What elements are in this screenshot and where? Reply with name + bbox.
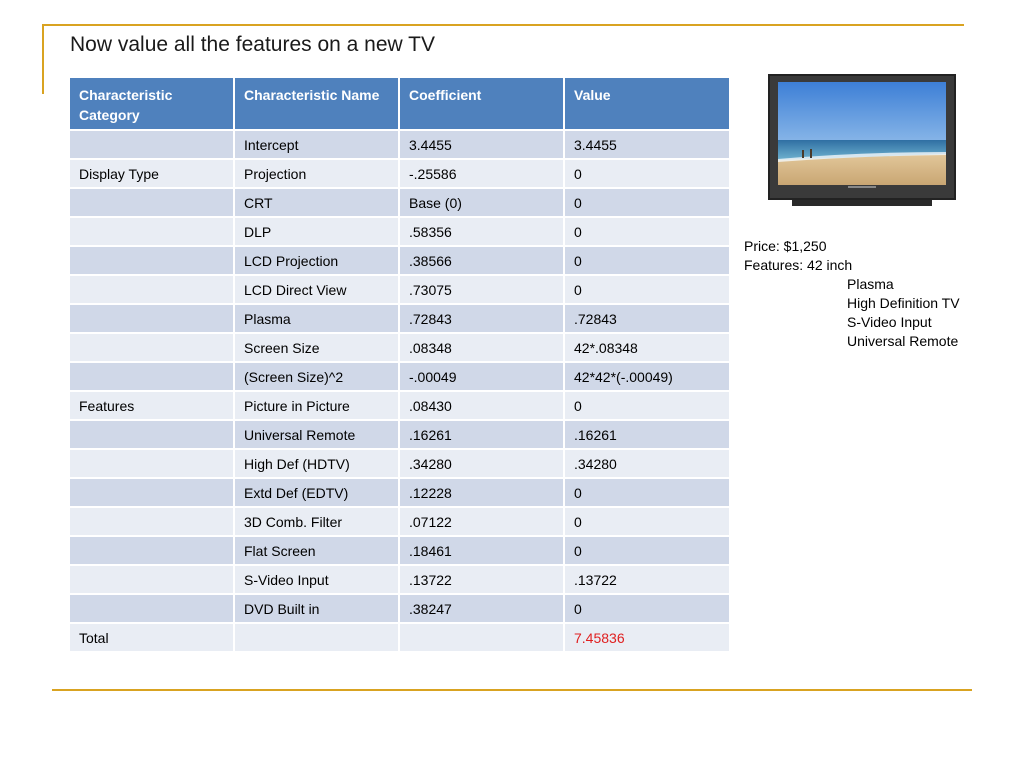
table-row [69, 594, 730, 623]
table-row [69, 536, 730, 565]
cell-name [234, 623, 399, 652]
cell-category [69, 449, 234, 478]
cell-category: Display Type [69, 159, 234, 188]
cell-value: .16261 [564, 420, 730, 449]
cell-value: 7.45836 [564, 623, 730, 652]
cell-category [69, 536, 234, 565]
cell-coefficient: .18461 [399, 536, 564, 565]
cell-name: Extd Def (EDTV) [234, 478, 399, 507]
cell-value: 42*42*(-.00049) [564, 362, 730, 391]
feature-item: High Definition TV [847, 295, 960, 311]
cell-coefficient: .07122 [399, 507, 564, 536]
cell-value: 0 [564, 159, 730, 188]
table-row [69, 159, 730, 188]
cell-value: 0 [564, 536, 730, 565]
cell-value: 42*.08348 [564, 333, 730, 362]
cell-name: (Screen Size)^2 [234, 362, 399, 391]
table-row [69, 130, 730, 159]
cell-name: Universal Remote [234, 420, 399, 449]
cell-category [69, 246, 234, 275]
feature-item: Universal Remote [847, 333, 959, 349]
cell-coefficient: .08430 [399, 391, 564, 420]
header-category: Characteristic Category [69, 77, 234, 130]
table-row [69, 391, 730, 420]
cell-name: Screen Size [234, 333, 399, 362]
cell-category [69, 275, 234, 304]
cell-name: Intercept [234, 130, 399, 159]
product-specs [744, 237, 960, 351]
cell-name: Plasma [234, 304, 399, 333]
cell-category [69, 217, 234, 246]
table-row [69, 565, 730, 594]
table-row [69, 246, 730, 275]
header-name: Characteristic Name [234, 77, 399, 130]
table-row [69, 449, 730, 478]
cell-value: 0 [564, 188, 730, 217]
table-row [69, 275, 730, 304]
cell-category [69, 478, 234, 507]
table-row [69, 507, 730, 536]
header-value: Value [564, 77, 730, 130]
cell-name: 3D Comb. Filter [234, 507, 399, 536]
cell-coefficient: .72843 [399, 304, 564, 333]
cell-category [69, 304, 234, 333]
cell-value: 0 [564, 507, 730, 536]
cell-coefficient: -.25586 [399, 159, 564, 188]
cell-category [69, 362, 234, 391]
cell-category [69, 130, 234, 159]
cell-value: 3.4455 [564, 130, 730, 159]
table-row [69, 623, 730, 652]
cell-coefficient: .73075 [399, 275, 564, 304]
cell-coefficient: .13722 [399, 565, 564, 594]
cell-value: .34280 [564, 449, 730, 478]
table-row [69, 333, 730, 362]
cell-coefficient: .58356 [399, 217, 564, 246]
cell-coefficient: Base (0) [399, 188, 564, 217]
cell-category [69, 507, 234, 536]
cell-coefficient: .38566 [399, 246, 564, 275]
cell-value: 0 [564, 478, 730, 507]
plasma-tv-image [768, 74, 956, 208]
features-line: Features: 42 inch [744, 257, 853, 273]
top-accent-line [42, 24, 964, 26]
table-header-row [69, 77, 730, 130]
cell-name: CRT [234, 188, 399, 217]
cell-name: High Def (HDTV) [234, 449, 399, 478]
cell-category [69, 188, 234, 217]
feature-item: S-Video Input [847, 314, 932, 330]
table-row [69, 420, 730, 449]
cell-value: 0 [564, 594, 730, 623]
cell-coefficient: -.00049 [399, 362, 564, 391]
cell-category [69, 333, 234, 362]
cell-coefficient: .16261 [399, 420, 564, 449]
cell-category [69, 594, 234, 623]
cell-name: LCD Direct View [234, 275, 399, 304]
feature-item: Plasma [847, 276, 894, 292]
cell-coefficient [399, 623, 564, 652]
cell-value: 0 [564, 246, 730, 275]
cell-name: DVD Built in [234, 594, 399, 623]
cell-name: DLP [234, 217, 399, 246]
cell-name: Projection [234, 159, 399, 188]
table-row [69, 362, 730, 391]
cell-category [69, 420, 234, 449]
cell-coefficient: .34280 [399, 449, 564, 478]
cell-coefficient: .12228 [399, 478, 564, 507]
cell-name: Picture in Picture [234, 391, 399, 420]
cell-category: Total [69, 623, 234, 652]
cell-value: 0 [564, 217, 730, 246]
cell-value: .13722 [564, 565, 730, 594]
cell-category: Features [69, 391, 234, 420]
cell-coefficient: .08348 [399, 333, 564, 362]
cell-coefficient: 3.4455 [399, 130, 564, 159]
feature-value-table [68, 76, 731, 653]
cell-name: LCD Projection [234, 246, 399, 275]
table-row [69, 217, 730, 246]
table-row [69, 304, 730, 333]
price-line: Price: $1,250 [744, 238, 827, 254]
cell-name: Flat Screen [234, 536, 399, 565]
cell-value: 0 [564, 275, 730, 304]
left-accent-line [42, 24, 44, 94]
cell-value: .72843 [564, 304, 730, 333]
cell-value: 0 [564, 391, 730, 420]
table-body [69, 130, 730, 652]
bottom-accent-line [52, 689, 972, 691]
header-coefficient: Coefficient [399, 77, 564, 130]
cell-category [69, 565, 234, 594]
table-row [69, 478, 730, 507]
slide-title: Now value all the features on a new TV [70, 33, 435, 56]
cell-name: S-Video Input [234, 565, 399, 594]
table-row [69, 188, 730, 217]
cell-coefficient: .38247 [399, 594, 564, 623]
